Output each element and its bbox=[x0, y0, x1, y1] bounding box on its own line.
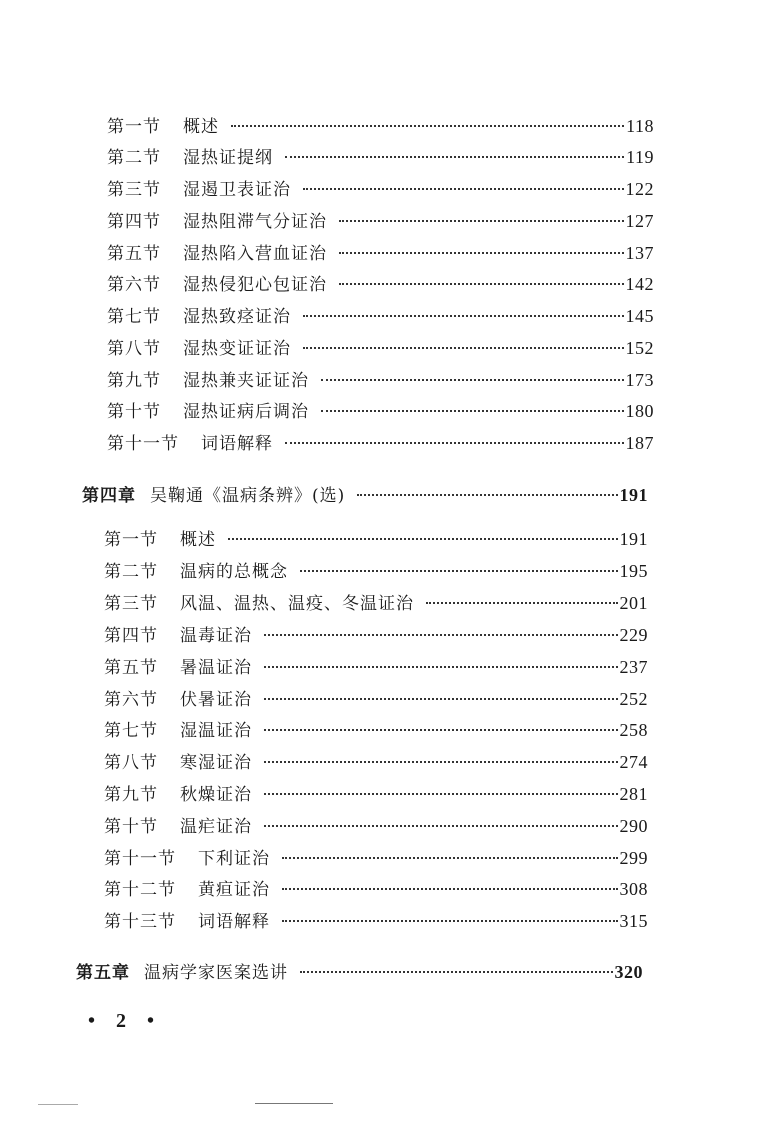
section-title: 温疟证治 bbox=[180, 817, 252, 837]
page-number: 195 bbox=[619, 561, 648, 581]
section-number: 第五节 bbox=[107, 244, 161, 264]
page-number: 187 bbox=[625, 433, 654, 453]
chapter-title: 温病学家医案选讲 bbox=[144, 963, 288, 983]
chapter-number: 第五章 bbox=[76, 963, 130, 983]
toc-entry bbox=[104, 875, 648, 903]
section-number: 第四节 bbox=[107, 212, 161, 232]
section-title: 概述 bbox=[180, 530, 216, 550]
section-number: 第二节 bbox=[107, 148, 161, 168]
page-number: 142 bbox=[625, 274, 654, 294]
section-title: 秋燥证治 bbox=[180, 785, 252, 805]
dot-leader bbox=[303, 347, 624, 349]
section-title: 黄疸证治 bbox=[198, 880, 270, 900]
chapter-entry bbox=[76, 958, 643, 986]
section-number: 第十一节 bbox=[104, 849, 176, 869]
scan-artifact bbox=[255, 1103, 333, 1104]
dot-leader bbox=[264, 761, 618, 763]
section-number: 第一节 bbox=[104, 530, 158, 550]
section-number: 第九节 bbox=[104, 785, 158, 805]
dot-leader bbox=[303, 315, 624, 317]
toc-entry bbox=[107, 143, 654, 171]
section-title: 风温、温热、温疫、冬温证治 bbox=[180, 594, 414, 614]
toc-entry bbox=[107, 270, 654, 298]
section-number: 第六节 bbox=[104, 690, 158, 710]
section-title: 下利证治 bbox=[198, 849, 270, 869]
page-number: 237 bbox=[619, 657, 648, 677]
page-number: 180 bbox=[625, 401, 654, 421]
dot-leader bbox=[282, 888, 618, 890]
toc-entry bbox=[107, 429, 654, 457]
page-number: 308 bbox=[619, 879, 648, 899]
section-title: 暑温证治 bbox=[180, 658, 252, 678]
toc-entry bbox=[104, 685, 648, 713]
toc-entry bbox=[104, 748, 648, 776]
chapter-number: 第四章 bbox=[82, 486, 136, 506]
dot-leader bbox=[264, 793, 618, 795]
section-title: 词语解释 bbox=[198, 912, 270, 932]
section-title: 温毒证治 bbox=[180, 626, 252, 646]
page-number: 127 bbox=[625, 211, 654, 231]
section-number: 第一节 bbox=[107, 117, 161, 137]
toc-entry bbox=[104, 907, 648, 935]
section-number: 第三节 bbox=[107, 180, 161, 200]
section-number: 第四节 bbox=[104, 626, 158, 646]
section-number: 第十节 bbox=[107, 402, 161, 422]
page-number: 119 bbox=[626, 147, 654, 167]
toc-entry bbox=[107, 112, 654, 140]
section-title: 词语解释 bbox=[201, 434, 273, 454]
page-number: 191 bbox=[619, 529, 648, 549]
page-number: 122 bbox=[625, 179, 654, 199]
section-number: 第五节 bbox=[104, 658, 158, 678]
dot-leader bbox=[426, 602, 618, 604]
toc-entry bbox=[104, 589, 648, 617]
toc-entry bbox=[104, 780, 648, 808]
section-title: 温病的总概念 bbox=[180, 562, 288, 582]
section-title: 湿热变证证治 bbox=[183, 339, 291, 359]
page-number: 258 bbox=[619, 720, 648, 740]
toc-entry bbox=[107, 175, 654, 203]
page-number: 229 bbox=[619, 625, 648, 645]
toc-entry bbox=[107, 239, 654, 267]
section-title: 湿热证病后调治 bbox=[183, 402, 309, 422]
page-number: 299 bbox=[619, 848, 648, 868]
dot-leader bbox=[300, 971, 613, 973]
dot-leader bbox=[285, 442, 624, 444]
section-title: 湿热致痉证治 bbox=[183, 307, 291, 327]
section-title: 湿热陷入营血证治 bbox=[183, 244, 327, 264]
page-number: 137 bbox=[625, 243, 654, 263]
dot-leader bbox=[264, 666, 618, 668]
dot-leader bbox=[321, 410, 624, 412]
dot-leader bbox=[339, 220, 624, 222]
dot-leader bbox=[264, 729, 618, 731]
dot-leader bbox=[264, 825, 618, 827]
toc-entry bbox=[104, 653, 648, 681]
page-number: 252 bbox=[619, 689, 648, 709]
toc-entry bbox=[107, 302, 654, 330]
section-title: 概述 bbox=[183, 117, 219, 137]
dot-leader bbox=[300, 570, 618, 572]
toc-entry bbox=[104, 525, 648, 553]
page-number: 201 bbox=[619, 593, 648, 613]
dot-leader bbox=[282, 920, 618, 922]
section-number: 第七节 bbox=[107, 307, 161, 327]
toc-entry bbox=[107, 334, 654, 362]
page-number: 315 bbox=[619, 911, 648, 931]
toc-entry bbox=[104, 716, 648, 744]
page-number: 281 bbox=[619, 784, 648, 804]
dot-leader bbox=[357, 494, 617, 496]
toc-entry bbox=[104, 844, 648, 872]
section-title: 伏暑证治 bbox=[180, 690, 252, 710]
dot-leader bbox=[264, 698, 618, 700]
scan-artifact bbox=[38, 1104, 78, 1105]
toc-entry bbox=[104, 557, 648, 585]
section-number: 第八节 bbox=[104, 753, 158, 773]
dot-leader bbox=[282, 857, 618, 859]
page-number: 118 bbox=[626, 116, 654, 136]
dot-leader bbox=[285, 156, 624, 158]
section-number: 第三节 bbox=[104, 594, 158, 614]
toc-entry bbox=[104, 812, 648, 840]
page-number: 145 bbox=[625, 306, 654, 326]
section-number: 第六节 bbox=[107, 275, 161, 295]
chapter-entry bbox=[82, 481, 648, 509]
page-number: 152 bbox=[625, 338, 654, 358]
toc-entry bbox=[107, 207, 654, 235]
page-number: 191 bbox=[619, 485, 648, 505]
section-title: 寒湿证治 bbox=[180, 753, 252, 773]
toc-entry bbox=[104, 621, 648, 649]
section-title: 湿热证提纲 bbox=[183, 148, 273, 168]
section-number: 第十一节 bbox=[107, 434, 179, 454]
section-number: 第十三节 bbox=[104, 912, 176, 932]
toc-entry bbox=[107, 397, 654, 425]
page-number: 290 bbox=[619, 816, 648, 836]
dot-leader bbox=[303, 188, 624, 190]
section-number: 第二节 bbox=[104, 562, 158, 582]
chapter-title: 吴鞠通《温病条辨》(选) bbox=[150, 486, 346, 506]
section-title: 湿温证治 bbox=[180, 721, 252, 741]
page-folio: • 2 • bbox=[88, 1010, 163, 1032]
dot-leader bbox=[228, 538, 618, 540]
section-number: 第十二节 bbox=[104, 880, 176, 900]
section-title: 湿热兼夹证证治 bbox=[183, 371, 309, 391]
toc-entry bbox=[107, 366, 654, 394]
page-number: 320 bbox=[614, 962, 643, 982]
section-number: 第七节 bbox=[104, 721, 158, 741]
page-number: 274 bbox=[619, 752, 648, 772]
dot-leader bbox=[264, 634, 618, 636]
section-title: 湿热侵犯心包证治 bbox=[183, 275, 327, 295]
dot-leader bbox=[321, 379, 624, 381]
page-number: 173 bbox=[625, 370, 654, 390]
dot-leader bbox=[339, 252, 624, 254]
section-title: 湿热阻滞气分证治 bbox=[183, 212, 327, 232]
section-number: 第九节 bbox=[107, 371, 161, 391]
dot-leader bbox=[231, 125, 624, 127]
dot-leader bbox=[339, 283, 624, 285]
section-title: 湿遏卫表证治 bbox=[183, 180, 291, 200]
section-number: 第十节 bbox=[104, 817, 158, 837]
section-number: 第八节 bbox=[107, 339, 161, 359]
